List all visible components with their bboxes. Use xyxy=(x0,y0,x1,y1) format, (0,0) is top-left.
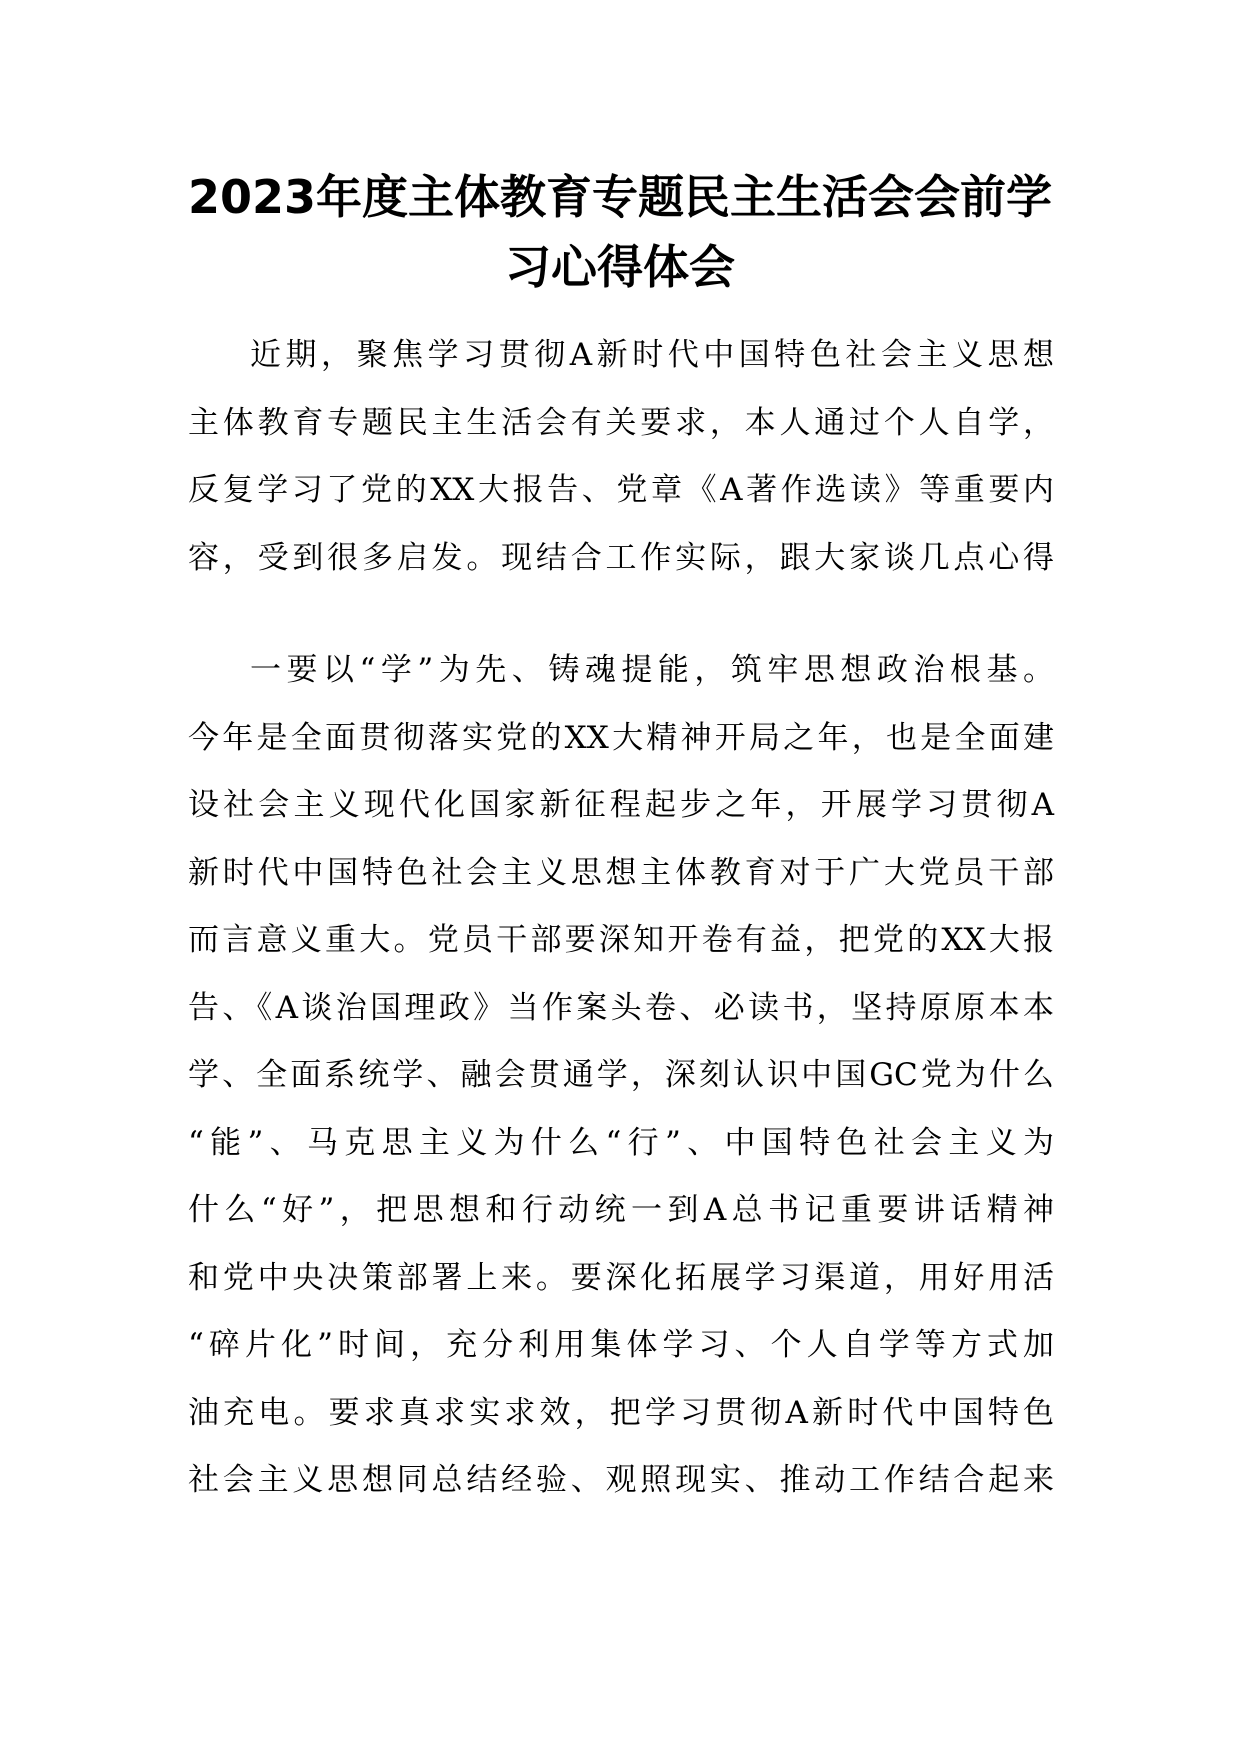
text-line: 近期，聚焦学习贯彻A新时代中国特色社会主义思想 xyxy=(250,337,1054,373)
text-line: “能”、马克思主义为什么“行”、中国特色社会主义为 xyxy=(188,1124,1054,1161)
text-line: 设社会主义现代化国家新征程起步之年，开展学习贯彻A xyxy=(188,787,1054,823)
document-title xyxy=(150,162,1090,302)
text-line: 油充电。要求真求实求效，把学习贯彻A新时代中国特色 xyxy=(188,1394,1054,1431)
text-line: 学、全面系统学、融会贯通学，深刻认识中国GC党为什么 xyxy=(188,1057,1054,1093)
title-line: 习心得体会 xyxy=(505,240,735,294)
text-line: 和党中央决策部署上来。要深化拓展学习渠道，用好用活 xyxy=(188,1259,1054,1296)
text-line: “碎片化”时间，充分利用集体学习、个人自学等方式加 xyxy=(188,1327,1054,1363)
text-line: 主体教育专题民主生活会有关要求，本人通过个人自学， xyxy=(188,404,1054,441)
title-line: 2023年度主体教育专题民主生活会会前学 xyxy=(187,170,1053,224)
text-line: 而言意义重大。党员干部要深知开卷有益，把党的XX大报 xyxy=(188,922,1054,958)
paragraph-intro xyxy=(188,322,1054,592)
text-line: 反复学习了党的XX大报告、党章《A著作选读》等重要内 xyxy=(188,472,1054,508)
text-line: 一要以“学”为先、铸魂提能，筑牢思想政治根基。 xyxy=(250,652,1054,688)
text-line: 今年是全面贯彻落实党的XX大精神开局之年，也是全面建 xyxy=(188,719,1054,756)
text-line: 新时代中国特色社会主义思想主体教育对于广大党员干部 xyxy=(188,854,1054,891)
text-line: 容，受到很多启发。现结合工作实际，跟大家谈几点心得 xyxy=(188,539,1054,576)
text-line: 告、《A谈治国理政》当作案头卷、必读书，坚持原原本本 xyxy=(188,989,1054,1026)
paragraph-study-first xyxy=(188,637,1054,1515)
text-line: 什么“好”，把思想和行动统一到A总书记重要讲话精神 xyxy=(188,1192,1054,1228)
text-line: 社会主义思想同总结经验、观照现实、推动工作结合起来 xyxy=(188,1462,1054,1498)
